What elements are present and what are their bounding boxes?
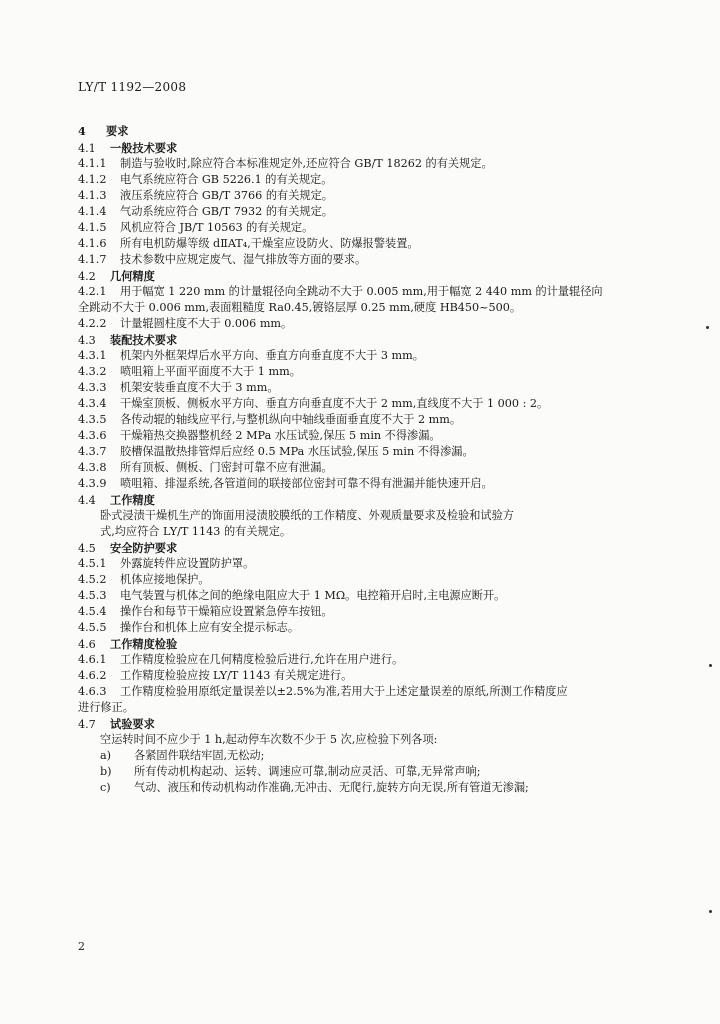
subsection-heading: [78, 332, 640, 348]
clause-number: 4.3.6: [78, 429, 107, 442]
clause-text: 机架安装垂直度不大于 3 mm。: [120, 381, 279, 394]
subsection-number: 4.7: [78, 718, 96, 731]
clause-continuation: 进行修正。: [78, 701, 134, 714]
clause: [78, 188, 640, 204]
list-text: 所有传动机构起动、运转、调速应可靠,制动应灵活、可靠,无异常声响;: [134, 765, 481, 778]
subsection-heading: [78, 140, 640, 156]
list-item: [78, 748, 640, 764]
subsection-heading: [78, 492, 640, 508]
clause-text: 计量辊圆柱度不大于 0.006 mm。: [120, 317, 293, 330]
clause-number: 4.6.2: [78, 669, 107, 682]
clause-number: 4.1.4: [78, 205, 107, 218]
document-code-header: LY/T 1192—2008: [78, 80, 187, 94]
clause: [78, 668, 640, 684]
clause-number: 4.1.2: [78, 173, 107, 186]
clause-text: 机架内外框架焊后水平方向、垂直方向垂直度不大于 3 mm。: [120, 349, 424, 362]
clause-text: 所有顶板、侧板、门密封可靠不应有泄漏。: [120, 461, 333, 474]
clause-number: 4.3.8: [78, 461, 107, 474]
clause-text: 工作精度检验用原纸定量误差以±2.5%为准,若用大于上述定量误差的原纸,所测工作精度应: [120, 685, 568, 698]
clause-text: 所有电机防爆等级 dⅡAT₄,干燥室应设防火、防爆报警装置。: [120, 237, 419, 250]
paragraph-line: 式,均应符合 LY/T 1143 的有关规定。: [100, 525, 292, 538]
subsection-number: 4.2: [78, 270, 96, 283]
clause: [78, 556, 640, 572]
list-label: a): [100, 749, 112, 762]
section-heading: [78, 122, 640, 140]
paragraph-line: 卧式浸渍干燥机生产的饰面用浸渍胶膜纸的工作精度、外观质量要求及检验和试验方: [100, 509, 514, 522]
clause-text: 操作台和每节干燥箱应设置紧急停车按钮。: [120, 605, 333, 618]
list-text: 各紧固件联结牢固,无松动;: [134, 749, 265, 762]
clause-text: 喷咀箱、排湿系统,各管道间的联接部位密封可靠不得有泄漏并能快速开启。: [120, 477, 493, 490]
subsection-number: 4.3: [78, 334, 96, 347]
subsection-title: 安全防护要求: [110, 541, 178, 555]
clause: [78, 476, 640, 492]
clause-text: 干燥室顶板、侧板水平方向、垂直方向垂直度不大于 2 mm,直线度不大于 1 000 : 2。: [120, 397, 549, 410]
list-item: [78, 780, 640, 796]
clause-text: 机体应接地保护。: [120, 573, 210, 586]
clause: [78, 172, 640, 188]
clause-number: 4.3.1: [78, 349, 107, 362]
clause-number: 4.6.1: [78, 653, 107, 666]
clause-text: 气动系统应符合 GB/T 7932 的有关规定。: [120, 205, 333, 218]
clause-number: 4.3.3: [78, 381, 107, 394]
clause-text: 各传动辊的轴线应平行,与整机纵向中轴线垂面垂直度不大于 2 mm。: [120, 413, 462, 426]
clause-continuation: 全跳动不大于 0.006 mm,表面粗糙度 Ra0.45,镀铬层厚 0.25 mm,硬度 HB450~500。: [78, 301, 522, 314]
clause-text: 风机应符合 JB/T 10563 的有关规定。: [120, 221, 314, 234]
subsection-heading: [78, 268, 640, 284]
clause-number: 4.3.4: [78, 397, 107, 410]
clause-number: 4.6.3: [78, 685, 107, 698]
subsection-heading: [78, 716, 640, 732]
subsection-title: 工作精度: [110, 493, 155, 507]
clause-number: 4.1.6: [78, 237, 107, 250]
clause-text: 工作精度检验应按 LY/T 1143 有关规定进行。: [120, 669, 353, 682]
clause: [78, 364, 640, 380]
clause: [78, 444, 640, 460]
clause: [78, 284, 640, 300]
clause-text: 干燥箱热交换器整机经 2 MPa 水压试验,保压 5 min 不得渗漏。: [120, 429, 441, 442]
subsection-number: 4.4: [78, 494, 96, 507]
clause-number: 4.5.4: [78, 605, 107, 618]
subsection-number: 4.6: [78, 638, 96, 651]
clause: [78, 604, 640, 620]
subsection-number: 4.1: [78, 142, 96, 155]
subsection-title: 几何精度: [110, 269, 155, 283]
clause: [78, 620, 640, 636]
clause-number: 4.3.9: [78, 477, 107, 490]
clause-number: 4.5.3: [78, 589, 107, 602]
page-number: 2: [78, 940, 85, 953]
clause-number: 4.2.1: [78, 285, 107, 298]
subsection-title: 试验要求: [110, 717, 155, 731]
clause: [78, 380, 640, 396]
clause: [78, 396, 640, 412]
clause-text: 技术参数中应规定废气、湿气排放等方面的要求。: [120, 253, 367, 266]
clause: [78, 460, 640, 476]
scan-speck: [709, 664, 712, 667]
clause-text: 用于幅宽 1 220 mm 的计量辊径向全跳动不大于 0.005 mm,用于幅宽 2 440 mm 的计量辊径向: [120, 285, 603, 298]
clause-number: 4.5.2: [78, 573, 107, 586]
subsection-heading: [78, 636, 640, 652]
clause: [78, 236, 640, 252]
section-number: 4: [78, 124, 86, 138]
clause: [78, 348, 640, 364]
clause-number: 4.3.5: [78, 413, 107, 426]
clause-number: 4.3.2: [78, 365, 107, 378]
clause: [78, 220, 640, 236]
scan-speck: [709, 910, 712, 913]
clause-text: 电气装置与机体之间的绝缘电阻应大于 1 MΩ。电控箱开启时,主电源应断开。: [120, 589, 506, 602]
clause-number: 4.5.5: [78, 621, 107, 634]
clause: [78, 684, 640, 700]
clause-text: 胶槽保温散热排管焊后应经 0.5 MPa 水压试验,保压 5 min 不得渗漏。: [120, 445, 474, 458]
clause-number: 4.3.7: [78, 445, 107, 458]
clause: [78, 412, 640, 428]
clause-number: 4.1.1: [78, 157, 107, 170]
clause-number: 4.2.2: [78, 317, 107, 330]
clause-number: 4.1.5: [78, 221, 107, 234]
clause-number: 4.1.7: [78, 253, 107, 266]
list-label: b): [100, 765, 112, 778]
clause-number: 4.5.1: [78, 557, 107, 570]
list-label: c): [100, 781, 111, 794]
clause-text: 电气系统应符合 GB 5226.1 的有关规定。: [120, 173, 333, 186]
clause-text: 工作精度检验应在几何精度检验后进行,允许在用户进行。: [120, 653, 404, 666]
page-body: [78, 118, 640, 796]
clause-text: 液压系统应符合 GB/T 3766 的有关规定。: [120, 189, 333, 202]
clause-text: 操作台和机体上应有安全提示标志。: [120, 621, 300, 634]
clause: [78, 204, 640, 220]
clause: [78, 588, 640, 604]
list-item: [78, 764, 640, 780]
list-text: 气动、液压和传动机构动作准确,无冲击、无爬行,旋转方向无误,所有管道无渗漏;: [134, 781, 529, 794]
scan-speck: [706, 326, 709, 329]
section-title: 要求: [106, 124, 129, 138]
subsection-title: 工作精度检验: [110, 637, 178, 651]
clause-text: 制造与验收时,除应符合本标准规定外,还应符合 GB/T 18262 的有关规定。: [120, 157, 493, 170]
paragraph-line: 空运转时间不应少于 1 h,起动停车次数不少于 5 次,应检验下列各项:: [100, 733, 438, 746]
subsection-heading: [78, 540, 640, 556]
clause-number: 4.1.3: [78, 189, 107, 202]
subsection-number: 4.5: [78, 542, 96, 555]
clause: [78, 428, 640, 444]
clause: [78, 252, 640, 268]
clause-text: 喷咀箱上平面平面度不大于 1 mm。: [120, 365, 301, 378]
clause: [78, 156, 640, 172]
subsection-title: 一般技术要求: [110, 141, 178, 155]
subsection-title: 装配技术要求: [110, 333, 178, 347]
clause: [78, 652, 640, 668]
clause: [78, 572, 640, 588]
clause: [78, 316, 640, 332]
clause-text: 外露旋转件应设置防护罩。: [120, 557, 255, 570]
